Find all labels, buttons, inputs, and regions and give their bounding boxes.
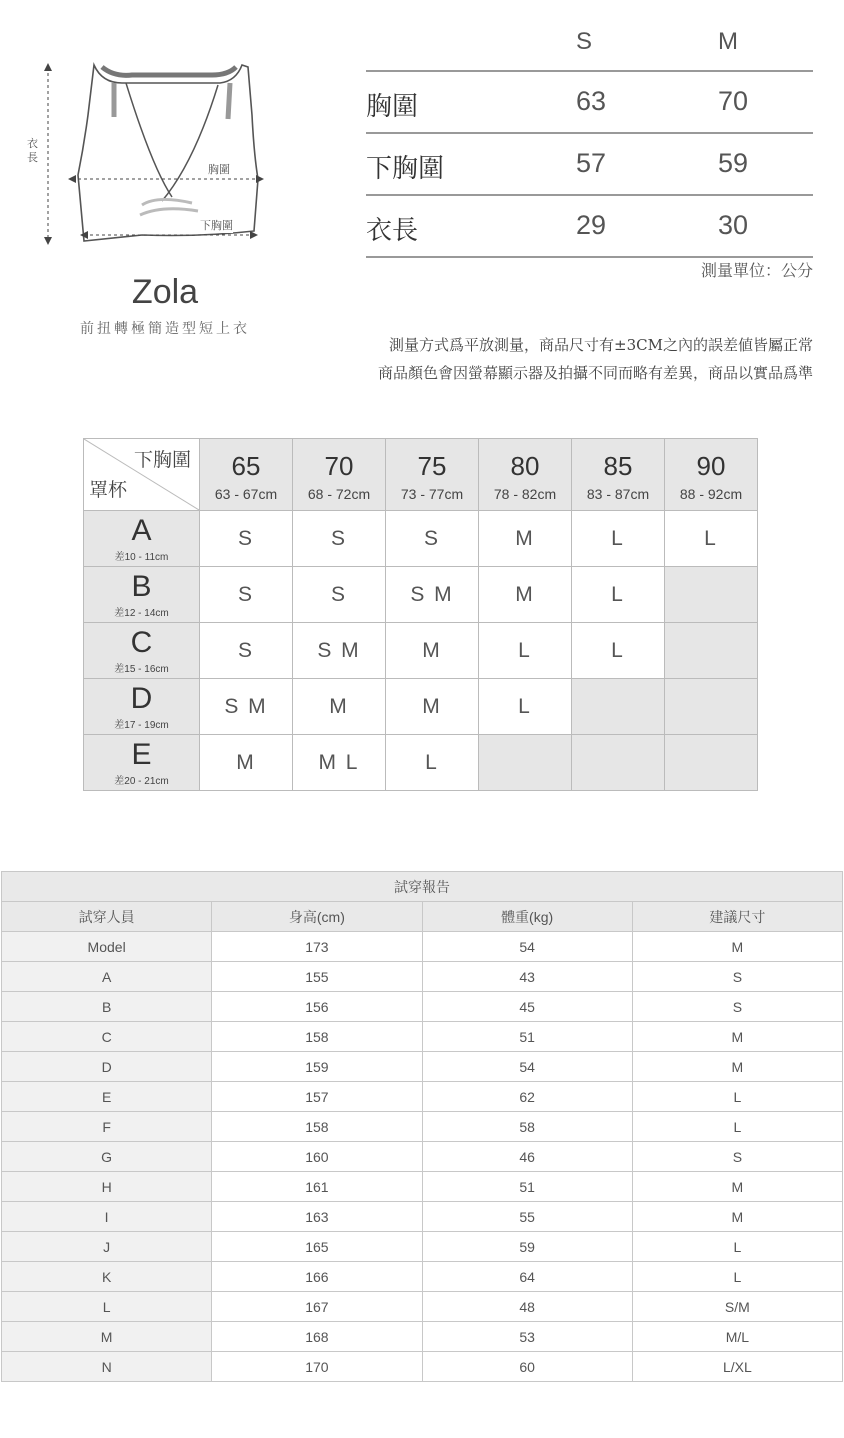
report-body [2, 932, 843, 1382]
cup-table-header-row [84, 439, 758, 511]
cup-letter: E [131, 738, 152, 771]
empty-cell [665, 735, 758, 791]
weight-cell: 54 [422, 932, 632, 962]
empty-cell [572, 679, 665, 735]
tester-cell: F [2, 1112, 212, 1142]
cup-header [84, 735, 200, 791]
size-row-chest [366, 72, 813, 134]
cup-row [84, 735, 758, 791]
suggested-size-cell: M [632, 1172, 842, 1202]
weight-cell: 59 [422, 1232, 632, 1262]
table-row [2, 1022, 843, 1052]
band-header [386, 439, 479, 511]
size-row-label: 衣長 [366, 216, 419, 246]
band-range: 68 - 72cm [307, 485, 371, 502]
weight-cell: 54 [422, 1052, 632, 1082]
band-size: 90 [696, 450, 726, 481]
weight-cell: 62 [422, 1082, 632, 1112]
recommended-size-cell: M L [293, 735, 386, 791]
product-name: Zola [131, 273, 199, 311]
measure-note: 測量方式爲平放測量，商品尺寸有±3CM之內的誤差値皆屬正常 [389, 336, 813, 354]
size-value: 29 [576, 210, 607, 240]
band-range: 63 - 67cm [214, 485, 278, 502]
height-cell: 158 [212, 1022, 422, 1052]
recommended-size-cell: L [572, 511, 665, 567]
size-col-s: S [576, 28, 593, 55]
table-row [2, 1292, 843, 1322]
size-table [366, 22, 813, 258]
tester-cell: G [2, 1142, 212, 1172]
band-header [665, 439, 758, 511]
table-row [2, 1232, 843, 1262]
band-range: 73 - 77cm [400, 485, 464, 502]
weight-cell: 64 [422, 1262, 632, 1292]
weight-cell: 55 [422, 1202, 632, 1232]
cup-header [84, 567, 200, 623]
cup-letter: B [131, 570, 152, 603]
recommended-size-cell: M [386, 679, 479, 735]
table-row [2, 1202, 843, 1232]
table-row [2, 932, 843, 962]
cup-header [84, 679, 200, 735]
height-cell: 163 [212, 1202, 422, 1232]
report-title-row [2, 872, 843, 902]
table-row [2, 962, 843, 992]
cup-table-body [84, 511, 758, 791]
suggested-size-cell: M [632, 932, 842, 962]
cup-difference: 差12 - 14cm [114, 608, 169, 619]
recommended-size-cell: S [293, 567, 386, 623]
band-range: 83 - 87cm [586, 485, 650, 502]
garment-diagram [22, 55, 272, 255]
recommended-size-cell: S [386, 511, 479, 567]
table-row [2, 1322, 843, 1352]
height-cell: 167 [212, 1292, 422, 1322]
fitting-report-table [1, 871, 843, 1382]
suggested-size-cell: L [632, 1082, 842, 1112]
table-row [2, 1172, 843, 1202]
cup-letter: A [131, 514, 152, 547]
cup-row [84, 623, 758, 679]
weight-cell: 51 [422, 1172, 632, 1202]
band-size: 80 [510, 450, 540, 481]
table-row [2, 1082, 843, 1112]
color-note: 商品顏色會因螢幕顯示器及拍攝不同而略有差異，商品以實品爲準 [377, 364, 813, 382]
weight-cell: 51 [422, 1022, 632, 1052]
empty-cell [665, 567, 758, 623]
height-cell: 157 [212, 1082, 422, 1112]
corner-cup-label: 罩杯 [89, 479, 128, 501]
size-value: 57 [576, 148, 607, 178]
unit-note: 測量單位：公分 [700, 261, 813, 280]
weight-cell: 58 [422, 1112, 632, 1142]
height-cell: 159 [212, 1052, 422, 1082]
table-row [2, 1352, 843, 1382]
cup-difference: 差10 - 11cm [114, 552, 169, 563]
size-value: 70 [718, 86, 749, 116]
band-header [479, 439, 572, 511]
suggested-size-cell: S [632, 962, 842, 992]
height-cell: 158 [212, 1112, 422, 1142]
recommended-size-cell: L [479, 623, 572, 679]
cup-row [84, 567, 758, 623]
tester-cell: A [2, 962, 212, 992]
cup-table-corner [84, 439, 200, 511]
recommended-size-cell: S M [293, 623, 386, 679]
table-row [2, 992, 843, 1022]
recommended-size-cell: M [293, 679, 386, 735]
recommended-size-cell: M [200, 735, 293, 791]
band-header [293, 439, 386, 511]
tester-cell: N [2, 1352, 212, 1382]
size-row-label: 胸圍 [366, 92, 419, 122]
report-header-cell: 建議尺寸 [632, 902, 842, 932]
recommended-size-cell: L [572, 623, 665, 679]
band-range: 88 - 92cm [679, 485, 743, 502]
cup-row [84, 679, 758, 735]
cup-size-table [83, 438, 758, 791]
recommended-size-cell: S [200, 511, 293, 567]
recommended-size-cell: L [665, 511, 758, 567]
table-row [2, 1052, 843, 1082]
size-value: 30 [718, 210, 749, 240]
recommended-size-cell: L [572, 567, 665, 623]
recommended-size-cell: S [293, 511, 386, 567]
size-table-header [366, 22, 813, 72]
recommended-size-cell: L [386, 735, 479, 791]
height-cell: 170 [212, 1352, 422, 1382]
size-col-m: M [718, 28, 738, 55]
height-cell: 155 [212, 962, 422, 992]
length-label: 衣長 [27, 137, 38, 164]
recommended-size-cell: S [200, 567, 293, 623]
suggested-size-cell: M/L [632, 1322, 842, 1352]
height-cell: 160 [212, 1142, 422, 1172]
band-size: 85 [603, 450, 633, 481]
suggested-size-cell: S [632, 1142, 842, 1172]
underbust-label: 下胸圍 [200, 219, 233, 232]
band-header [200, 439, 293, 511]
cup-row [84, 511, 758, 567]
corner-underbust-label: 下胸圍 [133, 449, 191, 471]
band-header [572, 439, 665, 511]
suggested-size-cell: M [632, 1202, 842, 1232]
band-size: 75 [417, 450, 447, 481]
tester-cell: J [2, 1232, 212, 1262]
tester-cell: I [2, 1202, 212, 1232]
size-value: 63 [576, 86, 607, 116]
report-header-cell: 身高(cm) [212, 902, 422, 932]
size-row-label: 下胸圍 [366, 154, 445, 184]
size-row-length [366, 196, 813, 258]
height-cell: 173 [212, 932, 422, 962]
recommended-size-cell: M [386, 623, 479, 679]
suggested-size-cell: L [632, 1112, 842, 1142]
cup-letter: C [130, 626, 153, 659]
tester-cell: D [2, 1052, 212, 1082]
band-range: 78 - 82cm [493, 485, 557, 502]
tester-cell: L [2, 1292, 212, 1322]
suggested-size-cell: M [632, 1052, 842, 1082]
weight-cell: 53 [422, 1322, 632, 1352]
recommended-size-cell: S M [200, 679, 293, 735]
weight-cell: 46 [422, 1142, 632, 1172]
weight-cell: 43 [422, 962, 632, 992]
recommended-size-cell: M [479, 567, 572, 623]
suggested-size-cell: L [632, 1262, 842, 1292]
tester-cell: C [2, 1022, 212, 1052]
cup-difference: 差20 - 21cm [114, 776, 169, 787]
cup-header [84, 511, 200, 567]
tester-cell: H [2, 1172, 212, 1202]
product-subtitle: 前扭轉極簡造型短上衣 [80, 321, 250, 337]
size-value: 59 [718, 148, 749, 178]
band-size: 65 [231, 450, 261, 481]
table-row [2, 1142, 843, 1172]
tester-cell: K [2, 1262, 212, 1292]
report-header-cell: 體重(kg) [422, 902, 632, 932]
table-row [2, 1262, 843, 1292]
tester-cell: M [2, 1322, 212, 1352]
height-cell: 165 [212, 1232, 422, 1262]
recommended-size-cell: S M [386, 567, 479, 623]
empty-cell [572, 735, 665, 791]
table-row [2, 1112, 843, 1142]
weight-cell: 48 [422, 1292, 632, 1322]
recommended-size-cell: L [479, 679, 572, 735]
cup-difference: 差15 - 16cm [114, 664, 169, 675]
suggested-size-cell: S/M [632, 1292, 842, 1322]
report-header-row [2, 902, 843, 932]
recommended-size-cell: S [200, 623, 293, 679]
suggested-size-cell: L [632, 1232, 842, 1262]
height-cell: 166 [212, 1262, 422, 1292]
height-cell: 168 [212, 1322, 422, 1352]
height-cell: 156 [212, 992, 422, 1022]
suggested-size-cell: M [632, 1022, 842, 1052]
size-row-underbust [366, 134, 813, 196]
tester-cell: B [2, 992, 212, 1022]
empty-cell [665, 623, 758, 679]
report-title: 試穿報告 [2, 872, 843, 902]
empty-cell [665, 679, 758, 735]
cup-header [84, 623, 200, 679]
cup-letter: D [130, 682, 153, 715]
cup-difference: 差17 - 19cm [114, 720, 169, 731]
chest-label: 胸圍 [208, 163, 230, 176]
recommended-size-cell: M [479, 511, 572, 567]
weight-cell: 45 [422, 992, 632, 1022]
height-cell: 161 [212, 1172, 422, 1202]
tester-cell: E [2, 1082, 212, 1112]
weight-cell: 60 [422, 1352, 632, 1382]
suggested-size-cell: S [632, 992, 842, 1022]
tester-cell: Model [2, 932, 212, 962]
empty-cell [479, 735, 572, 791]
suggested-size-cell: L/XL [632, 1352, 842, 1382]
crop-top-illustration-icon [22, 55, 272, 255]
report-header-cell: 試穿人員 [2, 902, 212, 932]
band-size: 70 [324, 450, 354, 481]
